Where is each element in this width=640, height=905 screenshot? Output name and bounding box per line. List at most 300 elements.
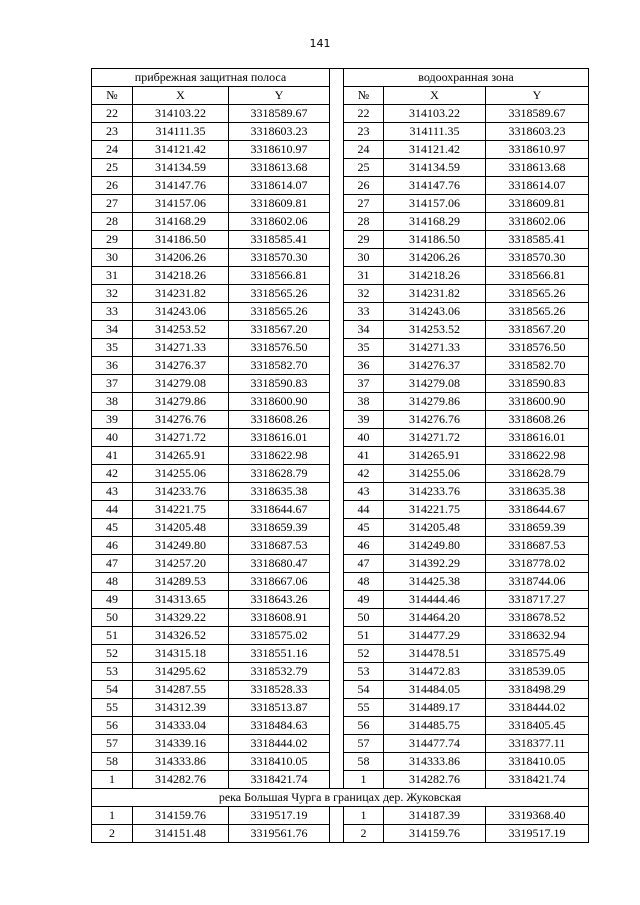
left-y-cell: 3318565.26 [229, 303, 330, 321]
right-x-cell: 314485.75 [384, 717, 486, 735]
left-x-cell: 314271.72 [133, 429, 229, 447]
right-x-cell: 314279.08 [384, 375, 486, 393]
right-number-cell: 29 [344, 231, 384, 249]
right-y-cell: 3318567.20 [486, 321, 589, 339]
left-y-cell: 3318644.67 [229, 501, 330, 519]
left-number-cell: 47 [92, 555, 133, 573]
section-title-row [92, 69, 589, 87]
column-gap [330, 303, 344, 321]
right-y-cell: 3318644.67 [486, 501, 589, 519]
right-y-cell: 3318613.68 [486, 159, 589, 177]
right-number-cell: 55 [344, 699, 384, 717]
column-gap [330, 663, 344, 681]
left-x-cell: 314257.20 [133, 555, 229, 573]
right-number-cell: 57 [344, 735, 384, 753]
left-x-cell: 314313.65 [133, 591, 229, 609]
right-y-cell: 3318687.53 [486, 537, 589, 555]
right-number-cell: 49 [344, 591, 384, 609]
column-gap [330, 213, 344, 231]
left-y-cell: 3318567.20 [229, 321, 330, 339]
right-y-cell: 3319517.19 [486, 825, 589, 843]
column-gap [330, 429, 344, 447]
right-number-cell: 1 [344, 771, 384, 789]
left-y-cell: 3318687.53 [229, 537, 330, 555]
left-x-cell: 314218.26 [133, 267, 229, 285]
left-x-cell: 314279.86 [133, 393, 229, 411]
column-gap [330, 537, 344, 555]
right-y-cell: 3318603.23 [486, 123, 589, 141]
right-x-cell: 314444.46 [384, 591, 486, 609]
right-y-cell: 3318582.70 [486, 357, 589, 375]
left-number-cell: 40 [92, 429, 133, 447]
right-y-cell: 3318628.79 [486, 465, 589, 483]
right-y-cell: 3318632.94 [486, 627, 589, 645]
left-x-cell: 314243.06 [133, 303, 229, 321]
left-y-cell: 3318608.26 [229, 411, 330, 429]
left-x-cell: 314289.53 [133, 573, 229, 591]
column-gap [330, 393, 344, 411]
right-x-cell: 314157.06 [384, 195, 486, 213]
left-x-cell: 314295.62 [133, 663, 229, 681]
right-number-cell: 51 [344, 627, 384, 645]
right-y-cell: 3318539.05 [486, 663, 589, 681]
left-number-cell: 1 [92, 771, 133, 789]
left-y-cell: 3318600.90 [229, 393, 330, 411]
left-x-cell: 314233.76 [133, 483, 229, 501]
right-x-cell: 314489.17 [384, 699, 486, 717]
table-row [92, 429, 589, 447]
left-x-cell: 314103.22 [133, 105, 229, 123]
table-row [92, 141, 589, 159]
left-y-cell: 3318616.01 [229, 429, 330, 447]
column-gap [330, 465, 344, 483]
page-number: 141 [309, 37, 331, 50]
left-y-cell: 3319561.76 [229, 825, 330, 843]
right-number-cell: 40 [344, 429, 384, 447]
column-gap [330, 375, 344, 393]
left-x-cell: 314333.04 [133, 717, 229, 735]
left-number-cell: 50 [92, 609, 133, 627]
column-gap [330, 717, 344, 735]
table-row [92, 627, 589, 645]
left-y-cell: 3318608.91 [229, 609, 330, 627]
right-y-cell: 3318570.30 [486, 249, 589, 267]
right-x-cell: 314478.51 [384, 645, 486, 663]
right-x-cell: 314205.48 [384, 519, 486, 537]
right-y-cell: 3318614.07 [486, 177, 589, 195]
right-number-cell: 39 [344, 411, 384, 429]
right-number-cell: 2 [344, 825, 384, 843]
left-x-cell: 314279.08 [133, 375, 229, 393]
column-gap [330, 483, 344, 501]
right-y-cell: 3318600.90 [486, 393, 589, 411]
right-number-cell: 41 [344, 447, 384, 465]
right-x-cell: 314484.05 [384, 681, 486, 699]
column-gap [330, 69, 344, 87]
column-gap [330, 735, 344, 753]
right-x-cell: 314472.83 [384, 663, 486, 681]
right-y-cell: 3318622.98 [486, 447, 589, 465]
left-number-cell: 36 [92, 357, 133, 375]
left-x-cell: 314159.76 [133, 807, 229, 825]
right-number-cell: 50 [344, 609, 384, 627]
right-y-cell: 3318565.26 [486, 285, 589, 303]
left-y-cell: 3318565.26 [229, 285, 330, 303]
right-number-cell: 54 [344, 681, 384, 699]
left-number-cell: 37 [92, 375, 133, 393]
table-row [92, 519, 589, 537]
column-gap [330, 249, 344, 267]
left-number-cell: 42 [92, 465, 133, 483]
left-y-cell: 3318635.38 [229, 483, 330, 501]
column-gap [330, 141, 344, 159]
left-y-cell: 3318614.07 [229, 177, 330, 195]
table-row [92, 195, 589, 213]
column-gap [330, 411, 344, 429]
left-y-cell: 3318590.83 [229, 375, 330, 393]
left-y-cell: 3318528.33 [229, 681, 330, 699]
left-x-cell: 314255.06 [133, 465, 229, 483]
right-x-cell: 314276.37 [384, 357, 486, 375]
left-y-cell: 3318589.67 [229, 105, 330, 123]
left-x-cell: 314329.22 [133, 609, 229, 627]
river-title: река Большая Чурга в границах дер. Жуковская [92, 789, 589, 807]
left-number-cell: 38 [92, 393, 133, 411]
right-y-cell: 3318610.97 [486, 141, 589, 159]
left-number-cell: 58 [92, 753, 133, 771]
right-y-cell: 3318410.05 [486, 753, 589, 771]
right-y-cell: 3318405.45 [486, 717, 589, 735]
column-gap [330, 87, 344, 105]
right-number-cell: 34 [344, 321, 384, 339]
left-x-cell: 314265.91 [133, 447, 229, 465]
left-x-cell: 314326.52 [133, 627, 229, 645]
right-x-cell: 314218.26 [384, 267, 486, 285]
right-x-cell: 314159.76 [384, 825, 486, 843]
column-gap [330, 267, 344, 285]
right-x-cell: 314477.29 [384, 627, 486, 645]
left-x-cell: 314282.76 [133, 771, 229, 789]
table-row [92, 393, 589, 411]
table-row [92, 699, 589, 717]
left-number-cell: 23 [92, 123, 133, 141]
right-y-cell: 3318576.50 [486, 339, 589, 357]
left-y-cell: 3318613.68 [229, 159, 330, 177]
left-number-cell: 1 [92, 807, 133, 825]
left-number-cell: 32 [92, 285, 133, 303]
column-gap [330, 231, 344, 249]
left-y-cell: 3318667.06 [229, 573, 330, 591]
left-x-cell: 314333.86 [133, 753, 229, 771]
left-number-cell: 25 [92, 159, 133, 177]
table-row [92, 663, 589, 681]
column-gap [330, 177, 344, 195]
table-row [92, 177, 589, 195]
left-y-cell: 3318628.79 [229, 465, 330, 483]
right-section-title: водоохранная зона [344, 69, 589, 87]
table-row [92, 573, 589, 591]
left-x-cell: 314276.76 [133, 411, 229, 429]
right-x-cell: 314425.38 [384, 573, 486, 591]
left-y-cell: 3318513.87 [229, 699, 330, 717]
right-number-cell: 28 [344, 213, 384, 231]
column-gap [330, 591, 344, 609]
right-header-number: № [344, 87, 384, 105]
left-y-cell: 3318609.81 [229, 195, 330, 213]
table-row [92, 537, 589, 555]
right-x-cell: 314271.33 [384, 339, 486, 357]
column-gap [330, 573, 344, 591]
right-number-cell: 35 [344, 339, 384, 357]
coordinates-table-body [92, 69, 589, 843]
left-x-cell: 314205.48 [133, 519, 229, 537]
right-number-cell: 52 [344, 645, 384, 663]
left-number-cell: 48 [92, 573, 133, 591]
table-row [92, 321, 589, 339]
left-x-cell: 314253.52 [133, 321, 229, 339]
column-gap [330, 123, 344, 141]
right-y-cell: 3318778.02 [486, 555, 589, 573]
column-gap [330, 285, 344, 303]
table-row [92, 105, 589, 123]
left-x-cell: 314231.82 [133, 285, 229, 303]
table-row [92, 213, 589, 231]
right-number-cell: 1 [344, 807, 384, 825]
left-header-number: № [92, 87, 133, 105]
column-gap [330, 339, 344, 357]
column-gap [330, 681, 344, 699]
right-number-cell: 58 [344, 753, 384, 771]
left-number-cell: 24 [92, 141, 133, 159]
right-x-cell: 314221.75 [384, 501, 486, 519]
right-number-cell: 42 [344, 465, 384, 483]
left-number-cell: 46 [92, 537, 133, 555]
left-number-cell: 30 [92, 249, 133, 267]
right-number-cell: 23 [344, 123, 384, 141]
right-x-cell: 314187.39 [384, 807, 486, 825]
left-y-cell: 3318582.70 [229, 357, 330, 375]
right-x-cell: 314111.35 [384, 123, 486, 141]
left-number-cell: 41 [92, 447, 133, 465]
right-y-cell: 3318498.29 [486, 681, 589, 699]
right-number-cell: 30 [344, 249, 384, 267]
left-number-cell: 35 [92, 339, 133, 357]
column-gap [330, 447, 344, 465]
right-number-cell: 32 [344, 285, 384, 303]
table-row [92, 825, 589, 843]
left-x-cell: 314339.16 [133, 735, 229, 753]
column-gap [330, 195, 344, 213]
left-number-cell: 55 [92, 699, 133, 717]
left-x-cell: 314151.48 [133, 825, 229, 843]
table-row [92, 681, 589, 699]
table-row [92, 501, 589, 519]
right-y-cell: 3319368.40 [486, 807, 589, 825]
right-number-cell: 24 [344, 141, 384, 159]
left-y-cell: 3318603.23 [229, 123, 330, 141]
left-number-cell: 53 [92, 663, 133, 681]
right-y-cell: 3318421.74 [486, 771, 589, 789]
column-gap [330, 807, 344, 825]
right-x-cell: 314231.82 [384, 285, 486, 303]
left-x-cell: 314221.75 [133, 501, 229, 519]
right-header-y: Y [486, 87, 589, 105]
table-row [92, 591, 589, 609]
left-number-cell: 45 [92, 519, 133, 537]
left-x-cell: 314315.18 [133, 645, 229, 663]
left-number-cell: 34 [92, 321, 133, 339]
left-number-cell: 51 [92, 627, 133, 645]
left-y-cell: 3318622.98 [229, 447, 330, 465]
right-number-cell: 47 [344, 555, 384, 573]
left-y-cell: 3318576.50 [229, 339, 330, 357]
right-y-cell: 3318377.11 [486, 735, 589, 753]
left-y-cell: 3318532.79 [229, 663, 330, 681]
right-x-cell: 314147.76 [384, 177, 486, 195]
right-y-cell: 3318616.01 [486, 429, 589, 447]
right-y-cell: 3318566.81 [486, 267, 589, 285]
left-section-title: прибрежная защитная полоса [92, 69, 330, 87]
column-gap [330, 825, 344, 843]
table-row [92, 231, 589, 249]
left-y-cell: 3318643.26 [229, 591, 330, 609]
right-y-cell: 3318635.38 [486, 483, 589, 501]
left-number-cell: 2 [92, 825, 133, 843]
right-x-cell: 314392.29 [384, 555, 486, 573]
column-gap [330, 753, 344, 771]
left-header-x: X [133, 87, 229, 105]
table-row [92, 267, 589, 285]
right-number-cell: 48 [344, 573, 384, 591]
right-number-cell: 56 [344, 717, 384, 735]
table-row [92, 771, 589, 789]
left-x-cell: 314312.39 [133, 699, 229, 717]
right-y-cell: 3318744.06 [486, 573, 589, 591]
right-x-cell: 314103.22 [384, 105, 486, 123]
left-number-cell: 57 [92, 735, 133, 753]
column-gap [330, 555, 344, 573]
right-y-cell: 3318590.83 [486, 375, 589, 393]
right-y-cell: 3318659.39 [486, 519, 589, 537]
right-x-cell: 314206.26 [384, 249, 486, 267]
left-x-cell: 314206.26 [133, 249, 229, 267]
left-x-cell: 314111.35 [133, 123, 229, 141]
left-x-cell: 314168.29 [133, 213, 229, 231]
right-x-cell: 314279.86 [384, 393, 486, 411]
column-gap [330, 105, 344, 123]
right-x-cell: 314477.74 [384, 735, 486, 753]
right-number-cell: 25 [344, 159, 384, 177]
right-x-cell: 314243.06 [384, 303, 486, 321]
right-x-cell: 314168.29 [384, 213, 486, 231]
right-number-cell: 36 [344, 357, 384, 375]
right-x-cell: 314253.52 [384, 321, 486, 339]
right-number-cell: 26 [344, 177, 384, 195]
right-x-cell: 314186.50 [384, 231, 486, 249]
right-number-cell: 33 [344, 303, 384, 321]
column-gap [330, 159, 344, 177]
left-number-cell: 49 [92, 591, 133, 609]
right-x-cell: 314134.59 [384, 159, 486, 177]
left-y-cell: 3319517.19 [229, 807, 330, 825]
left-y-cell: 3318551.16 [229, 645, 330, 663]
left-y-cell: 3318585.41 [229, 231, 330, 249]
left-number-cell: 44 [92, 501, 133, 519]
table-row [92, 555, 589, 573]
right-y-cell: 3318678.52 [486, 609, 589, 627]
table-row [92, 717, 589, 735]
left-number-cell: 26 [92, 177, 133, 195]
table-row [92, 483, 589, 501]
left-number-cell: 27 [92, 195, 133, 213]
right-number-cell: 46 [344, 537, 384, 555]
table-row [92, 465, 589, 483]
table-row [92, 735, 589, 753]
table-row [92, 159, 589, 177]
column-gap [330, 699, 344, 717]
left-y-cell: 3318659.39 [229, 519, 330, 537]
column-gap [330, 357, 344, 375]
left-y-cell: 3318421.74 [229, 771, 330, 789]
left-number-cell: 43 [92, 483, 133, 501]
right-x-cell: 314464.20 [384, 609, 486, 627]
left-number-cell: 52 [92, 645, 133, 663]
right-header-x: X [384, 87, 486, 105]
right-number-cell: 22 [344, 105, 384, 123]
table-row [92, 645, 589, 663]
left-x-cell: 314134.59 [133, 159, 229, 177]
right-x-cell: 314276.76 [384, 411, 486, 429]
table-row [92, 447, 589, 465]
table-row [92, 609, 589, 627]
coordinates-table [91, 68, 589, 843]
left-y-cell: 3318610.97 [229, 141, 330, 159]
table-row [92, 807, 589, 825]
right-y-cell: 3318589.67 [486, 105, 589, 123]
right-y-cell: 3318565.26 [486, 303, 589, 321]
left-y-cell: 3318410.05 [229, 753, 330, 771]
column-header-row [92, 87, 589, 105]
table-row [92, 357, 589, 375]
right-x-cell: 314333.86 [384, 753, 486, 771]
left-number-cell: 54 [92, 681, 133, 699]
right-y-cell: 3318609.81 [486, 195, 589, 213]
left-y-cell: 3318602.06 [229, 213, 330, 231]
table-row [92, 753, 589, 771]
left-number-cell: 28 [92, 213, 133, 231]
column-gap [330, 501, 344, 519]
right-y-cell: 3318602.06 [486, 213, 589, 231]
left-y-cell: 3318484.63 [229, 717, 330, 735]
right-number-cell: 44 [344, 501, 384, 519]
right-x-cell: 314121.42 [384, 141, 486, 159]
table-row [92, 303, 589, 321]
column-gap [330, 645, 344, 663]
column-gap [330, 771, 344, 789]
right-x-cell: 314233.76 [384, 483, 486, 501]
right-x-cell: 314265.91 [384, 447, 486, 465]
left-number-cell: 33 [92, 303, 133, 321]
right-x-cell: 314271.72 [384, 429, 486, 447]
table-row [92, 339, 589, 357]
table-row [92, 249, 589, 267]
right-number-cell: 31 [344, 267, 384, 285]
right-y-cell: 3318717.27 [486, 591, 589, 609]
left-x-cell: 314157.06 [133, 195, 229, 213]
right-number-cell: 38 [344, 393, 384, 411]
column-gap [330, 321, 344, 339]
table-row [92, 375, 589, 393]
